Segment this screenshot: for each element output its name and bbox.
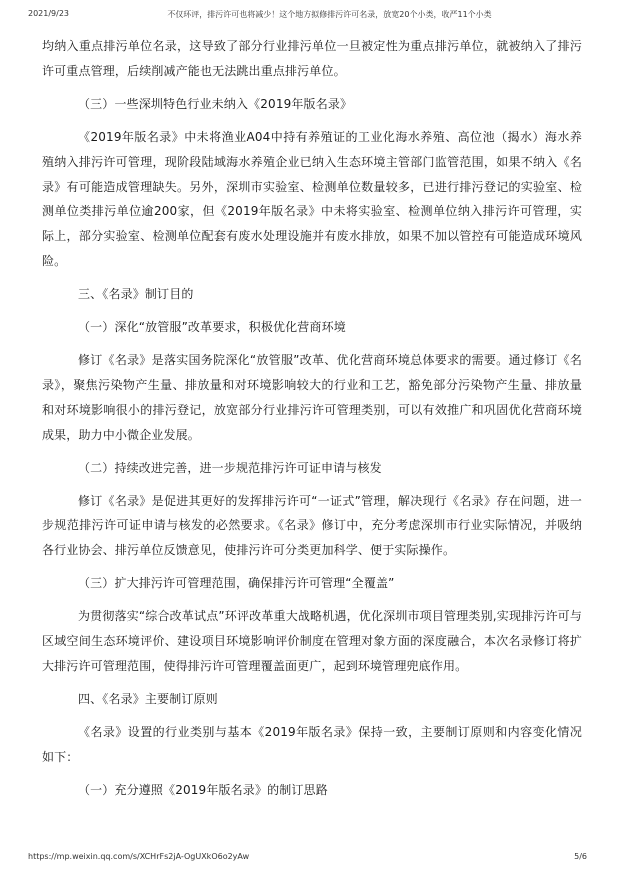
paragraph: 修订《名录》是促进其更好的发挥排污许可“一证式”管理，解决现行《名录》存在问题，进一步规范排污许可证申请与核发的必然要求。《名录》修订中，充分考虑深圳市行业实际情况，并吸纳各行业协会、排污单位反馈意见，使排污许可分类更加科学、便于实际操作。 [42, 493, 582, 558]
print-page-title: 不仅环评，排污许可也将减少！这个地方拟修排污许可名录，放宽20个小类，收严11个小类 [167, 10, 492, 19]
paragraph: 为贯彻落实“综合改革试点”环评改革重大战略机遇，优化深圳市项目管理类别,实现排污许可与区域空间生态环境评价、建设项目环境影响评价制度在管理对象方面的深度融合，本次名录修订将扩大排污许可管理范围，使得排污许可管理覆盖面更广，起到环境管理兜底作用。 [42, 609, 582, 673]
paragraph: 《2019年版名录》中未将渔业A04中持有养殖证的工业化海水养殖、高位池（揭水）海水养殖纳入排污许可管理，现阶段陆域海水养殖企业已纳入生态环境主管部门监管范围，如果不纳入《名录》有可能造成管理缺失。另外，深圳市实验室、检测单位数量较多，已进行排污登记的实验室、检测单位类排污单位逾200家，但《2019年版名录》中未将实验室、检测单位纳入排污许可管理，实际上，部分实验室、检测单位配套有废水处理设施并有废水排放，如果不加以管控有可能造成环境风险。 [42, 129, 582, 269]
paragraph-continued: 均纳入重点排污单位名录，这导致了部分行业排污单位一旦被定性为重点排污单位，就被纳入了排污许可重点管理，后续削减产能也无法跳出重点排污单位。 [42, 39, 582, 78]
paragraph: 修订《名录》是落实国务院深化“放管服”改革、优化营商环境总体要求的需要。通过修订《名录》，聚焦污染物产生量、排放量和对环境影响较大的行业和工艺，豁免部分污染物产生量、排放量和对环境影响很小的排污登记，放宽部分行业排污许可管理类别，可以有效推广和巩固优化营商环境成果，助力中小微企业发展。 [42, 352, 582, 442]
paragraph: 《名录》设置的行业类别与基本《2019年版名录》保持一致，主要制订原则和内容变化情况如下： [42, 724, 582, 764]
print-page-url: https://mp.weixin.qq.com/s/XCHrFs2jA-OgUXkO6o2yAw [28, 852, 250, 861]
print-date: 2021/9/23 [28, 9, 70, 18]
section-heading: （三）一些深圳特色行业未纳入《2019年版名录》 [78, 96, 353, 111]
section-heading: （三）扩大排污许可管理范围，确保排污许可管理“全覆盖” [78, 576, 395, 591]
page-number: 5/6 [574, 852, 587, 861]
section-heading: 三、《名录》制订目的 [78, 287, 194, 302]
section-heading: （一）深化“放管服”改革要求，积极优化营商环境 [78, 320, 346, 335]
section-heading: （一）充分遵照《2019年版名录》的制订思路 [78, 782, 328, 797]
article-body [42, 34, 582, 802]
section-heading: 四、《名录》主要制订原则 [78, 691, 218, 706]
section-heading: （二）持续改进完善，进一步规范排污许可证申请与核发 [78, 460, 382, 475]
